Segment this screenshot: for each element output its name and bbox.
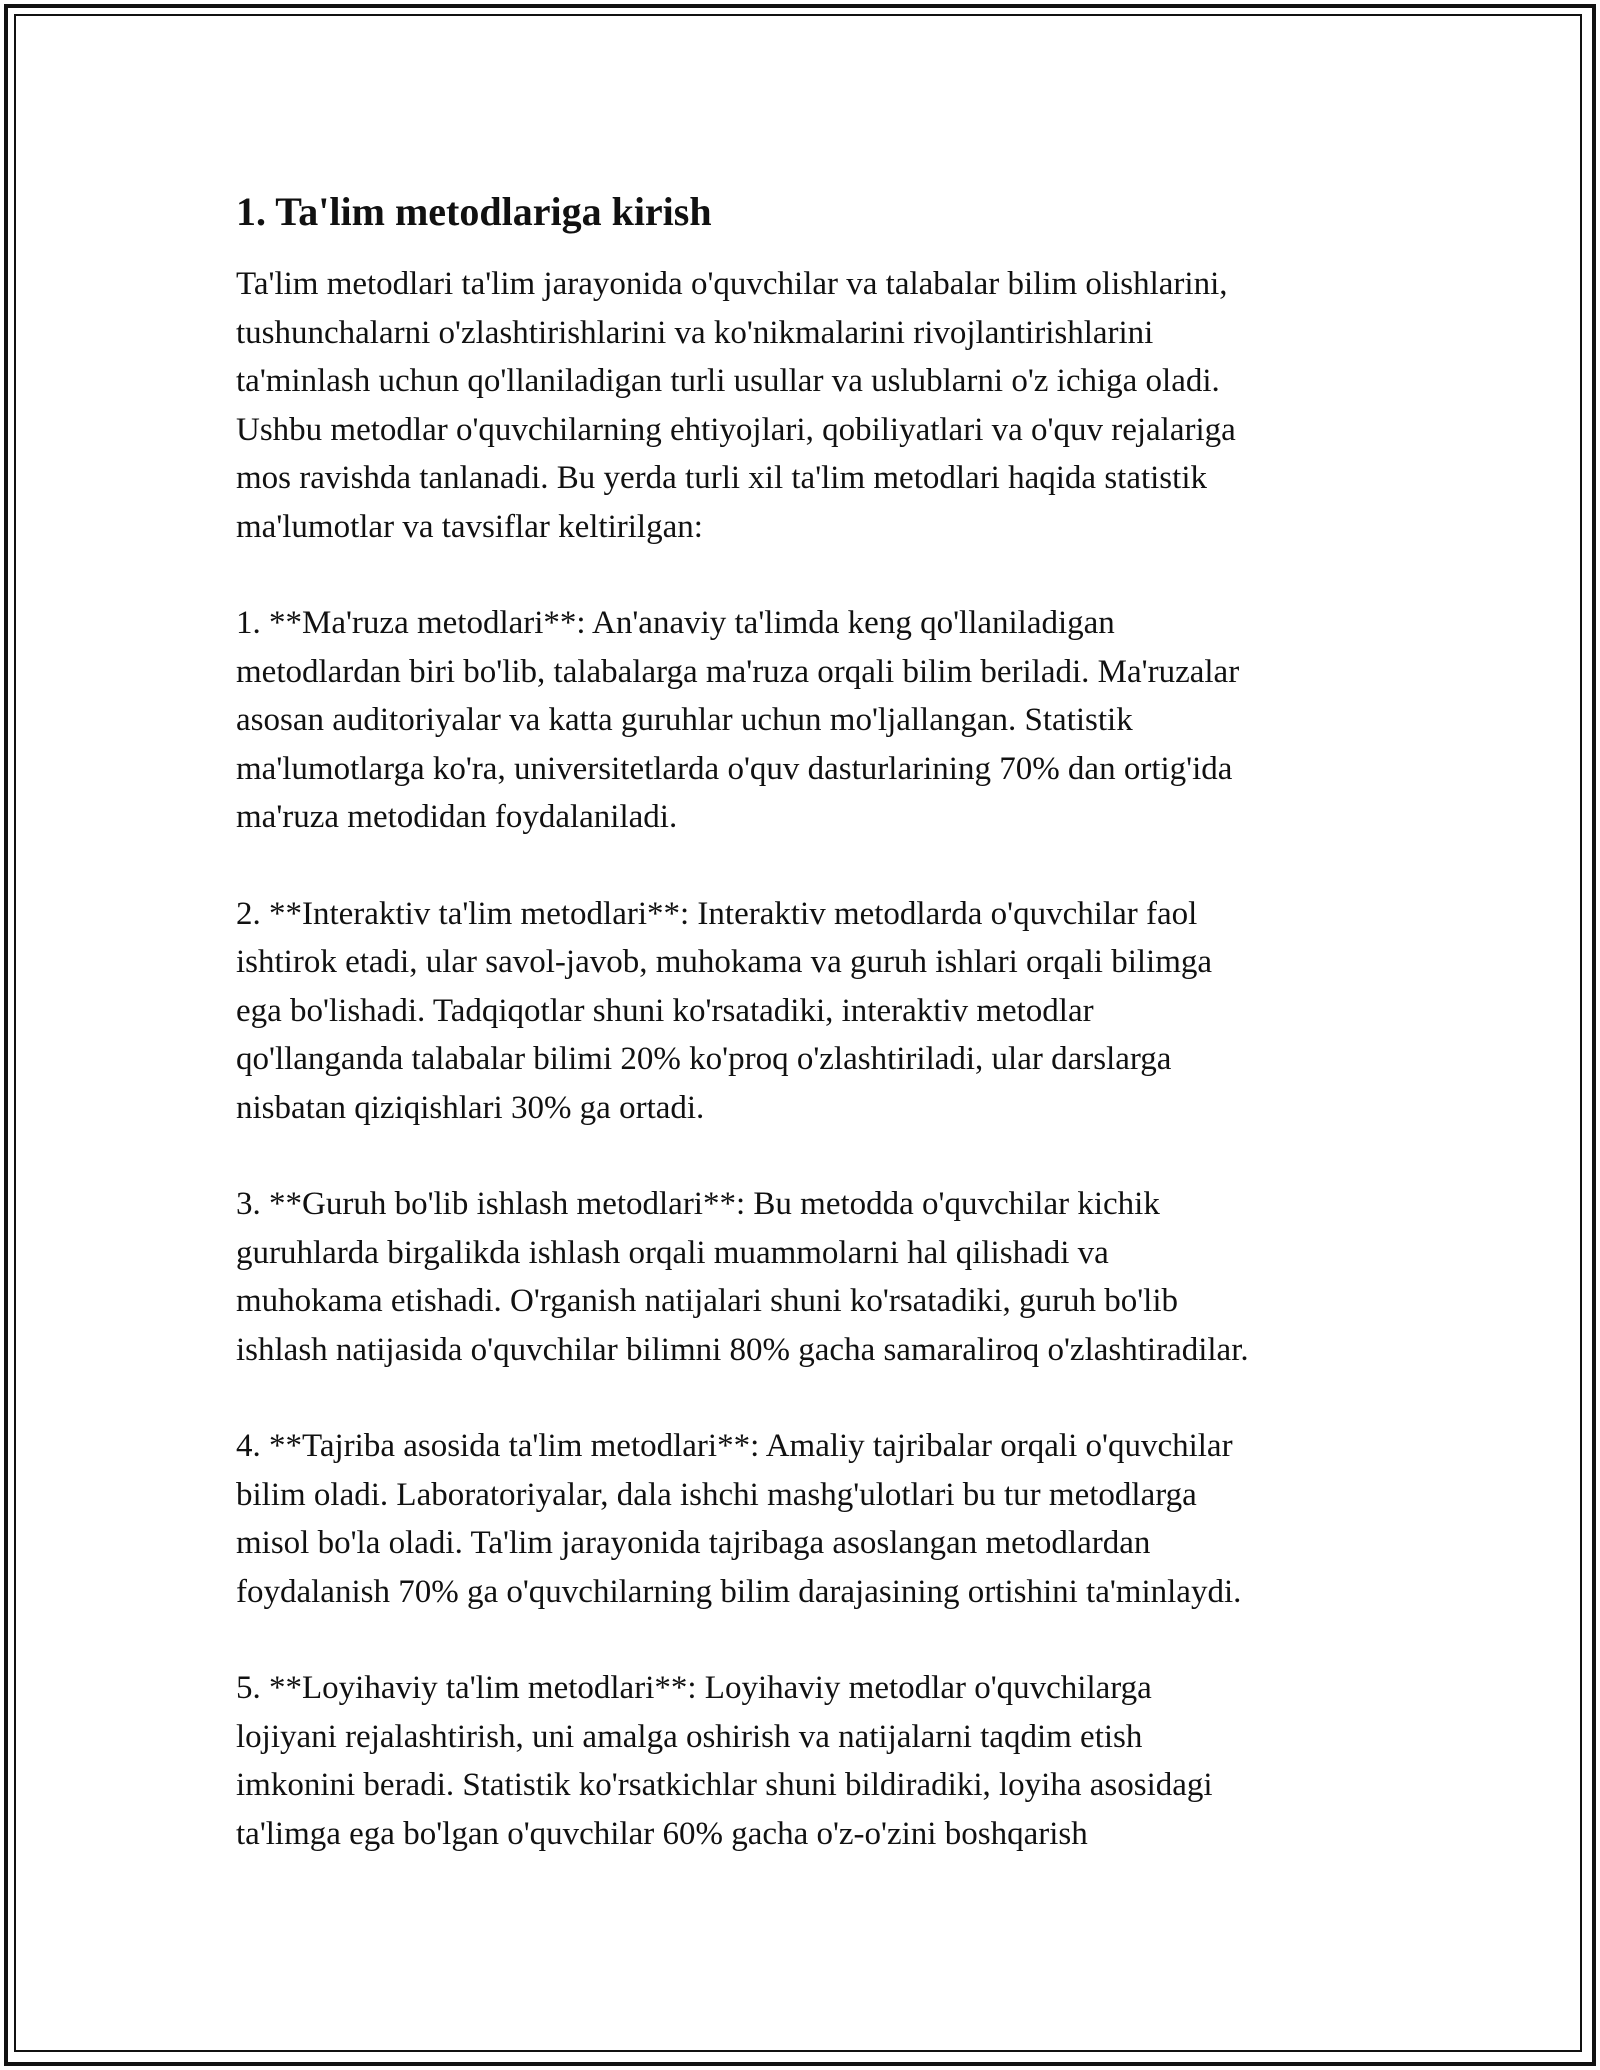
paragraph-experiment-methods: 4. **Tajriba asosida ta'lim metodlari**: Amaliy tajribalar orqali o'quvchilar bilim oladi. Laboratoriyalar, dala ishchi mashg'ulotlari bu tur metodlarga misol bo'la oladi. Ta'lim jarayonida tajribaga asoslangan metodlardan foydalanish 70% ga o'quvchilarning bilim darajasining ortishini ta'minlaydi. — [236, 1428, 1242, 1610]
paragraph-project-methods: 5. **Loyihaviy ta'lim metodlari**: Loyihaviy metodlar o'quvchilarga lojiyani rejalashtirish, uni amalga oshirish va natijalarni taqdim etish imkonini beradi. Statistik ko'rsatkichlar shuni bildiradiki, loyiha asosidagi ta'limga ega bo'lgan o'quvchilar 60% gacha o'z-o'zini boshqarish — [236, 1670, 1213, 1852]
paragraph-interactive-methods: 2. **Interaktiv ta'lim metodlari**: Interaktiv metodlarda o'quvchilar faol ishtirok etadi, ular savol-javob, muhokama va guruh ishlari orqali bilimga ega bo'lishadi. Tadqiqotlar shuni ko'rsatadiki, interaktiv metodlar qo'llanganda talabalar bilimi 20% ko'proq o'zlashtiriladi, ular darslarga nisbatan qiziqishlari 30% ga ortadi. — [236, 895, 1213, 1126]
paragraph-lecture-methods: 1. **Ma'ruza metodlari**: An'anaviy ta'limda keng qo'llaniladigan metodlardan biri bo'lib, talabalarga ma'ruza orqali bilim beriladi. Ma'ruzalar asosan auditoriyalar va katta guruhlar uchun mo'ljallangan. Statistik ma'lumotlarga ko'ra, universitetlarda o'quv dasturlarining 70% dan ortig'ida ma'ruza metodidan foydalaniladi. — [236, 605, 1240, 835]
document-body — [236, 186, 1376, 1906]
paragraph-intro: Ta'lim metodlari ta'lim jarayonida o'quvchilar va talabalar bilim olishlarini, tushunchalarni o'zlashtirishlarini va ko'nikmalarini rivojlantirishlarini ta'minlash uchun qo'llaniladigan turli usullar va uslublarni o'z ichiga oladi. Ushbu metodlar o'quvchilarning ehtiyojlari, qobiliyatlari va o'quv rejalariga mos ravishda tanlanadi. Bu yerda turli xil ta'lim metodlari haqida statistik ma'lumotlar va tavsiflar keltirilgan: — [236, 266, 1236, 545]
document-title: 1. Ta'lim metodlariga kirish — [236, 189, 712, 234]
paragraph-group-methods: 3. **Guruh bo'lib ishlash metodlari**: Bu metodda o'quvchilar kichik guruhlarda birgalikda ishlash orqali muammolarni hal qilishadi va muhokama etishadi. O'rganish natijalari shuni ko'rsatadiki, guruh bo'lib ishlash natijasida o'quvchilar bilimni 80% gacha samaraliroq o'zlashtiradilar. — [236, 1186, 1249, 1368]
